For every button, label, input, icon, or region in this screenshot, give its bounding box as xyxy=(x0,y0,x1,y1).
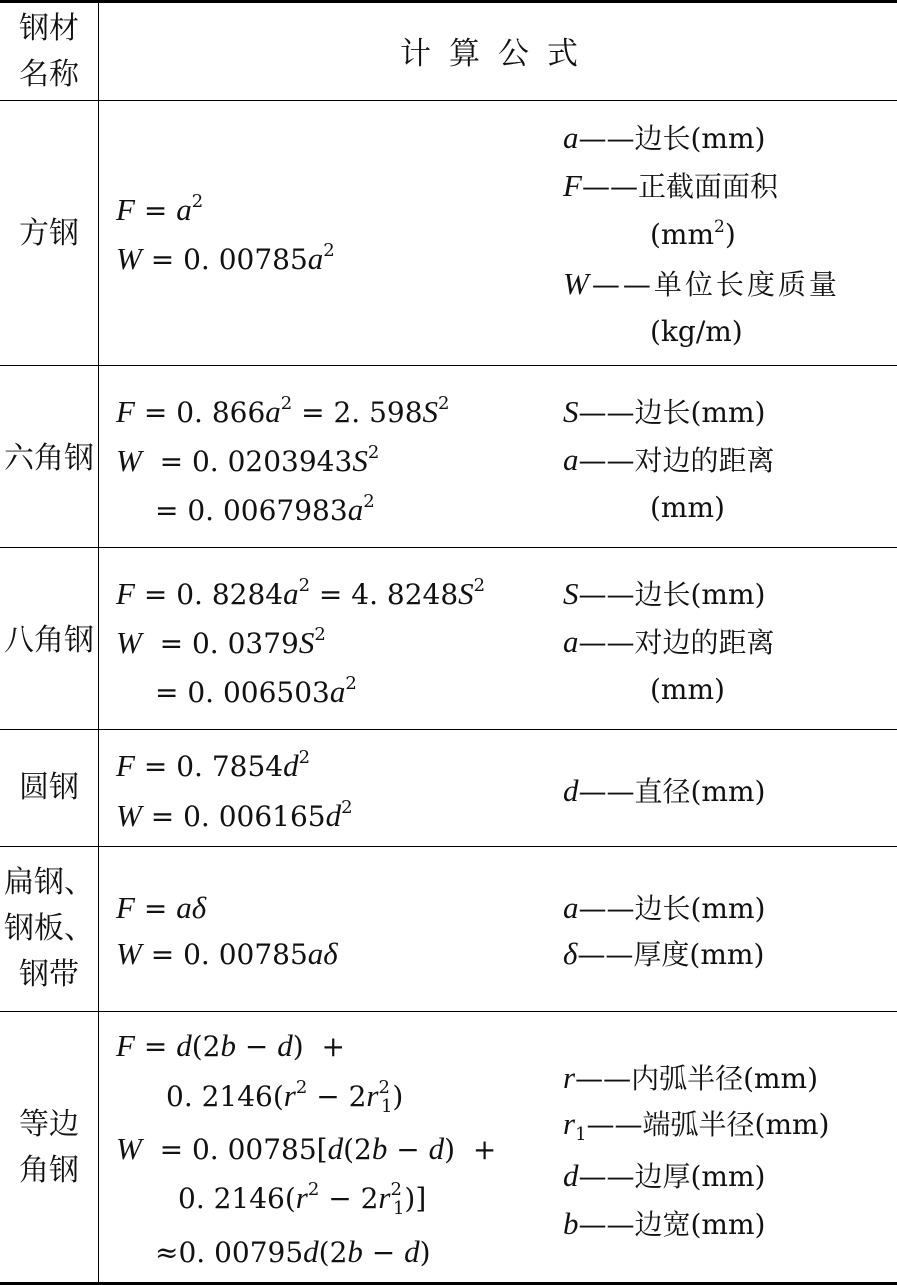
row-name-hexagon-steel xyxy=(0,436,98,482)
formula-oct-F: F = 0. $8284a^2 = 4$. $8248S^2$ xyxy=(116,575,486,611)
row-name-line: 扁钢、 xyxy=(4,865,94,900)
formula-oct-W2: = 0. $006503a^2$ xyxy=(155,673,357,709)
formula-square-F: $F = a^2$ xyxy=(116,191,204,227)
row-name-equal-angle-steel xyxy=(0,1102,98,1194)
row-rule-2 xyxy=(0,547,897,548)
formula-angle-W2: 0. $2146(r^2 - 2r^2_1)$] xyxy=(178,1179,427,1219)
header-col1-line2: 名称 xyxy=(19,57,79,92)
desc-oct-S: S——边长(mm) xyxy=(563,576,766,611)
desc-angle-r: r——内弧半径(mm) xyxy=(563,1060,819,1095)
row-name-line: 圆钢 xyxy=(19,770,79,805)
desc-oct-a-unit: (mm) xyxy=(650,673,725,706)
formula-angle-W3: ≈0. 00795d(2b − d) xyxy=(155,1234,431,1269)
row-name-line: 六角钢 xyxy=(4,441,94,476)
row-rule-4 xyxy=(0,846,897,847)
top-rule xyxy=(0,0,897,3)
desc-round-d: d——直径(mm) xyxy=(563,773,766,808)
row-name-octagon-steel xyxy=(0,618,98,664)
row-name-square-steel xyxy=(0,211,98,257)
row-name-line: 八角钢 xyxy=(4,623,94,658)
row-name-line: 方钢 xyxy=(19,216,79,251)
desc-square-W-unit: (kg/m) xyxy=(650,315,743,348)
header-col2: 计算公式 xyxy=(400,36,596,72)
desc-hex-a: a——对边的距离 xyxy=(563,442,775,477)
desc-flat-delta: δ——厚度(mm) xyxy=(563,936,765,971)
desc-oct-a: a——对边的距离 xyxy=(563,624,775,659)
row-rule-1 xyxy=(0,365,897,366)
row-name-flat-steel xyxy=(0,860,98,998)
desc-angle-b: b——边宽(mm) xyxy=(563,1206,766,1241)
formula-oct-W1: W = 0. $0379S^2$ xyxy=(116,624,326,660)
desc-flat-a: a——边长(mm) xyxy=(563,890,766,925)
row-name-round-steel xyxy=(0,765,98,811)
formula-hex-W2: = 0. $0067983a^2$ xyxy=(155,491,375,527)
header-col1 xyxy=(0,6,98,98)
formula-hex-W1: W = 0. $0203943S^2$ xyxy=(116,442,380,478)
formula-round-F: F = 0. $7854d^2$ xyxy=(116,747,311,783)
header-col1-line1: 钢材 xyxy=(19,11,79,46)
row-rule-5 xyxy=(0,1011,897,1012)
formula-flat-W: W = 0. 00785aδ xyxy=(116,936,338,971)
row-name-line: 钢带 xyxy=(19,957,79,992)
row-name-line: 角钢 xyxy=(19,1153,79,1188)
desc-square-a: a——边长(mm) xyxy=(563,120,766,155)
header-rule xyxy=(0,100,897,101)
formula-flat-F: F = aδ xyxy=(116,890,207,925)
formula-hex-F: F = 0. $866a^2 = 2$. $598S^2$ xyxy=(116,393,450,429)
desc-hex-S: S——边长(mm) xyxy=(563,394,766,429)
desc-angle-d: d——边厚(mm) xyxy=(563,1158,766,1193)
row-name-line: 等边 xyxy=(19,1107,79,1142)
row-rule-3 xyxy=(0,729,897,730)
formula-angle-F1: F = d(2b − d) + xyxy=(116,1028,345,1063)
desc-square-F: F——正截面面积 xyxy=(563,168,778,203)
formula-angle-W1: W = 0. 00785[d(2b − d) + xyxy=(116,1131,497,1166)
formula-square-W: W = 0. $00785a^2$ xyxy=(116,240,335,276)
desc-square-W: W——单位长度质量 xyxy=(563,266,840,301)
desc-angle-r1: $r_1——$端弧半径(mm) xyxy=(563,1106,830,1145)
desc-square-F-unit: $(mm^2)$ xyxy=(650,217,736,251)
column-divider xyxy=(98,0,99,1285)
desc-hex-a-unit: (mm) xyxy=(650,491,725,524)
formula-round-W: W = 0. $006165d^2$ xyxy=(116,797,353,833)
row-name-line: 钢板、 xyxy=(4,911,94,946)
formula-angle-F2: 0. $2146(r^2 - 2r^2_1)$ xyxy=(166,1077,404,1117)
